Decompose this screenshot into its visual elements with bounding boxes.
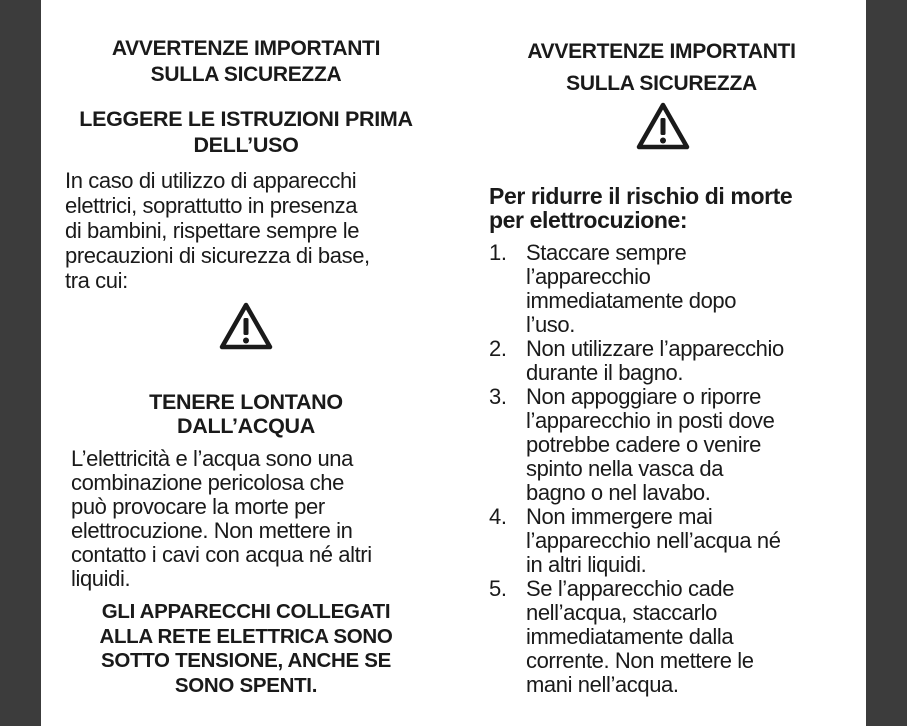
list-item-number: 4. [489,504,507,529]
list-item-number: 5. [489,576,507,601]
list-item [489,337,834,385]
risk-subheading: Per ridurre il rischio di morte per elettrocuzione: [489,183,793,233]
list-item-number: 1. [489,240,507,265]
list-item-number: 2. [489,336,507,361]
list-item-text: Non appoggiare o riporre l’apparecchio in posti dove potrebbe cadere o venire spinto nella vasca da bagno o nel lavabo. [526,384,775,505]
water-paragraph: L’elettricità e l’acqua sono una combinazione pericolosa che può provocare la morte per elettrocuzione. Non mettere in contatto i cavi con acqua né altri liquidi. [71,446,372,591]
document-page [41,0,866,726]
right-title: AVVERTENZE IMPORTANTI SULLA SICUREZZA [527,40,796,95]
list-item [489,577,834,697]
safety-list [489,241,834,697]
list-item [489,241,834,337]
left-title: AVVERTENZE IMPORTANTI SULLA SICUREZZA [111,37,381,86]
list-item-text: Non utilizzare l’apparecchio durante il bagno. [526,336,784,385]
list-item [489,505,834,577]
water-heading: TENERE LONTANO DALL’ACQUA [149,390,343,438]
warning-triangle-icon [218,301,274,351]
list-item-text: Non immergere mai l’apparecchio nell’acqua né in altri liquidi. [526,504,781,577]
list-item-number: 3. [489,384,507,409]
voltage-warning: GLI APPARECCHI COLLEGATI ALLA RETE ELETTRICA SONO SOTTO TENSIONE, ANCHE SE SONO SPENTI. [99,600,393,697]
left-subtitle: LEGGERE LE ISTRUZIONI PRIMA DELL’USO [79,107,413,157]
warning-triangle-icon [635,101,691,151]
list-item [489,385,834,505]
list-item-text: Se l’apparecchio cade nell’acqua, staccarlo immediatamente dalla corrente. Non mettere le mani nell’acqua. [526,576,754,697]
intro-paragraph: In caso di utilizzo di apparecchi elettrici, soprattutto in presenza di bambini, rispettare sempre le precauzioni di sicurezza di base, tra cui: [65,168,370,293]
list-item-text: Staccare sempre l’apparecchio immediatamente dopo l’uso. [526,240,737,337]
